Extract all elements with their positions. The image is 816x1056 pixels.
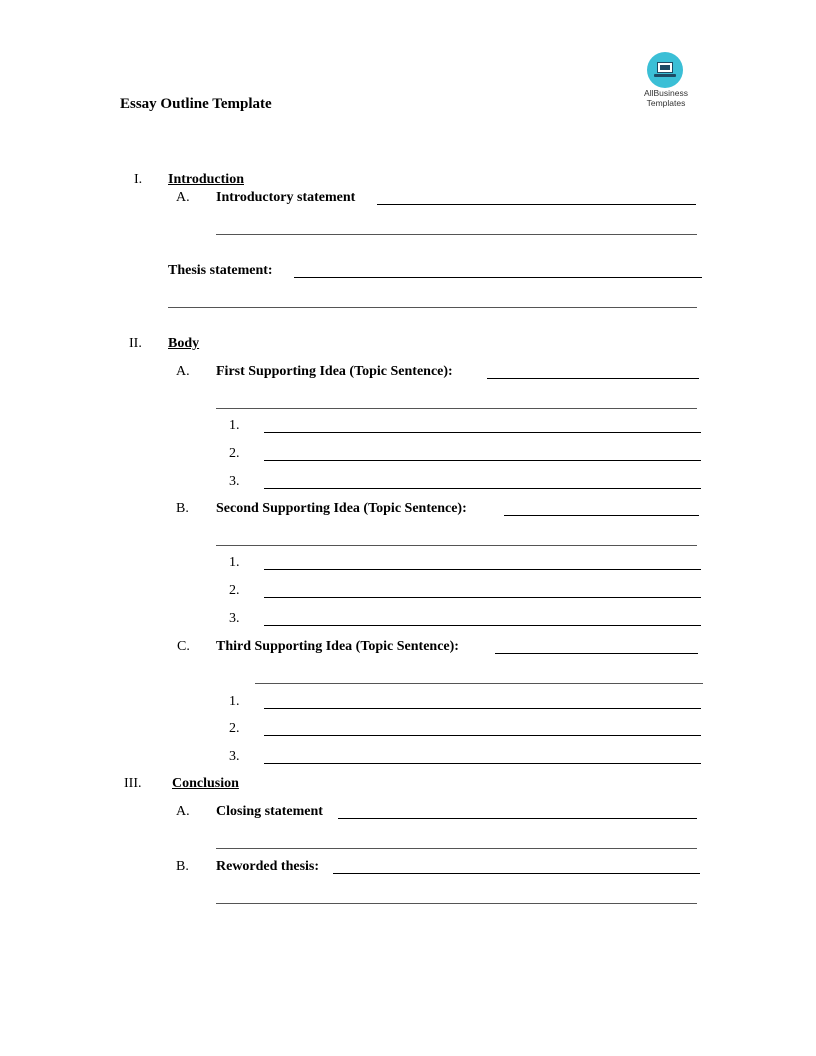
item-letter: A. (176, 190, 190, 205)
section-numeral-intro: I. (134, 172, 143, 187)
list-number: 2. (229, 721, 240, 736)
introductory-statement-line[interactable] (377, 204, 696, 205)
list-number: 3. (229, 749, 240, 764)
list-number: 3. (229, 474, 240, 489)
list-number: 1. (229, 418, 240, 433)
list-number: 3. (229, 611, 240, 626)
second-idea-detail-1-line[interactable] (264, 569, 701, 570)
third-supporting-idea-line-2[interactable] (255, 683, 703, 684)
first-supporting-idea-line-2[interactable] (216, 408, 697, 409)
first-supporting-idea-line[interactable] (487, 378, 699, 379)
closing-statement-line[interactable] (338, 818, 697, 819)
thesis-statement-label: Thesis statement: (168, 263, 273, 278)
closing-statement-label: Closing statement (216, 804, 323, 819)
second-idea-detail-2-line[interactable] (264, 597, 701, 598)
document-title: Essay Outline Template (120, 96, 272, 112)
introductory-statement-label: Introductory statement (216, 190, 356, 205)
company-logo (638, 52, 694, 112)
item-letter: B. (176, 859, 189, 874)
reworded-thesis-line-2[interactable] (216, 903, 697, 904)
item-letter: C. (177, 639, 190, 654)
list-number: 1. (229, 694, 240, 709)
item-letter: A. (176, 804, 190, 819)
first-idea-detail-2-line[interactable] (264, 460, 701, 461)
second-supporting-idea-label: Second Supporting Idea (Topic Sentence): (216, 501, 467, 516)
section-heading-conclusion: Conclusion (172, 776, 239, 791)
list-number: 1. (229, 555, 240, 570)
section-numeral-body: II. (129, 336, 142, 351)
introductory-statement-line-2[interactable] (216, 234, 697, 235)
list-number: 2. (229, 583, 240, 598)
second-supporting-idea-line-2[interactable] (216, 545, 697, 546)
section-numeral-conclusion: III. (124, 776, 142, 791)
second-idea-detail-3-line[interactable] (264, 625, 701, 626)
third-supporting-idea-line[interactable] (495, 653, 698, 654)
logo-text-line2: Templates (646, 97, 686, 108)
closing-statement-line-2[interactable] (216, 848, 697, 849)
first-supporting-idea-label: First Supporting Idea (Topic Sentence): (216, 364, 453, 379)
third-idea-detail-1-line[interactable] (264, 708, 701, 709)
third-idea-detail-3-line[interactable] (264, 763, 701, 764)
reworded-thesis-line[interactable] (333, 873, 700, 874)
list-number: 2. (229, 446, 240, 461)
section-heading-intro: Introduction (168, 172, 244, 187)
laptop-icon (647, 52, 683, 88)
thesis-statement-line-2[interactable] (168, 307, 697, 308)
reworded-thesis-label: Reworded thesis: (216, 859, 320, 874)
first-idea-detail-1-line[interactable] (264, 432, 701, 433)
section-heading-body: Body (168, 336, 200, 351)
item-letter: B. (176, 501, 189, 516)
thesis-statement-line[interactable] (294, 277, 702, 278)
second-supporting-idea-line[interactable] (504, 515, 699, 516)
third-idea-detail-2-line[interactable] (264, 735, 701, 736)
logo-text-line1: AllBusiness (644, 88, 688, 98)
third-supporting-idea-label: Third Supporting Idea (Topic Sentence): (216, 639, 459, 654)
first-idea-detail-3-line[interactable] (264, 488, 701, 489)
item-letter: A. (176, 364, 190, 379)
